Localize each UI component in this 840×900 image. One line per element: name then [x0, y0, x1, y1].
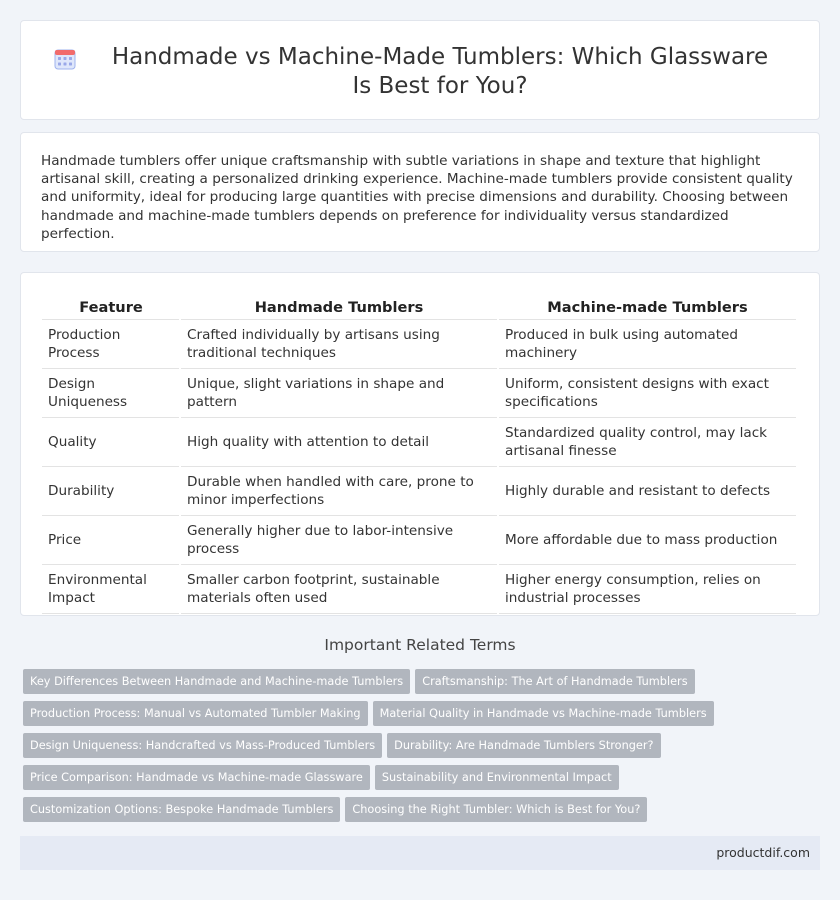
comparison-table	[42, 296, 798, 614]
footer	[20, 836, 820, 870]
table-row	[42, 320, 797, 369]
table-row	[42, 369, 797, 418]
column-header: Machine-made Tumblers	[498, 296, 797, 320]
table-cell: Durable when handled with care, prone to minor imperfections	[180, 467, 498, 516]
related-term-link[interactable]: Sustainability and Environmental Impact	[375, 765, 619, 790]
related-term-link[interactable]: Material Quality in Handmade vs Machine-made Tumblers	[373, 701, 714, 726]
site-name[interactable]: productdif.com	[716, 845, 810, 860]
table-cell: Standardized quality control, may lack artisanal finesse	[498, 418, 797, 467]
intro-paragraph: Handmade tumblers offer unique craftsmanship with subtle variations in shape and texture that highlight artisanal skill, creating a personalized drinking experience. Machine-made tumblers provide consistent quality and uniformity, ideal for producing large quantities with precise dimensions and durability. Choosing between handmade and machine-made tumblers depends on preference for individuality versus standardized perfection.	[41, 153, 793, 242]
table-cell: Smaller carbon footprint, sustainable materials often used	[180, 565, 498, 614]
table-cell: Produced in bulk using automated machinery	[498, 320, 797, 369]
column-header: Handmade Tumblers	[180, 296, 498, 320]
related-term-link[interactable]: Choosing the Right Tumbler: Which is Best for You?	[345, 797, 647, 822]
tag-row	[23, 669, 823, 701]
table-cell: Uniform, consistent designs with exact specifications	[498, 369, 797, 418]
table-cell: Design Uniqueness	[42, 369, 180, 418]
table-row	[42, 565, 797, 614]
related-term-link[interactable]: Price Comparison: Handmade vs Machine-made Glassware	[23, 765, 370, 790]
tag-row	[23, 701, 823, 733]
column-header: Feature	[42, 296, 180, 320]
table-cell: Higher energy consumption, relies on industrial processes	[498, 565, 797, 614]
tag-row	[23, 797, 823, 829]
table-cell: More affordable due to mass production	[498, 516, 797, 565]
table-cell: Quality	[42, 418, 180, 467]
tag-row	[23, 733, 823, 765]
tag-row	[23, 765, 823, 797]
table-cell: Highly durable and resistant to defects	[498, 467, 797, 516]
table-cell: Durability	[42, 467, 180, 516]
table-row	[42, 516, 797, 565]
intro-card	[20, 132, 820, 252]
table-row	[42, 418, 797, 467]
table-cell: Unique, slight variations in shape and pattern	[180, 369, 498, 418]
related-term-link[interactable]: Craftsmanship: The Art of Handmade Tumblers	[415, 669, 694, 694]
related-terms-heading: Important Related Terms	[324, 636, 516, 654]
table-header-row	[42, 296, 797, 320]
table-cell: Crafted individually by artisans using traditional techniques	[180, 320, 498, 369]
related-term-link[interactable]: Design Uniqueness: Handcrafted vs Mass-Produced Tumblers	[23, 733, 382, 758]
related-term-link[interactable]: Production Process: Manual vs Automated Tumbler Making	[23, 701, 368, 726]
table-cell: High quality with attention to detail	[180, 418, 498, 467]
related-terms-list	[23, 669, 823, 829]
table-cell: Production Process	[42, 320, 180, 369]
related-term-link[interactable]: Durability: Are Handmade Tumblers Stronger?	[387, 733, 660, 758]
related-term-link[interactable]: Customization Options: Bespoke Handmade Tumblers	[23, 797, 340, 822]
page-title: Handmade vs Machine-Made Tumblers: Which Glassware Is Best for You?	[111, 44, 769, 99]
header-card	[20, 20, 820, 120]
table-cell: Generally higher due to labor-intensive process	[180, 516, 498, 565]
related-term-link[interactable]: Key Differences Between Handmade and Machine-made Tumblers	[23, 669, 410, 694]
table-cell: Price	[42, 516, 180, 565]
comparison-card	[20, 272, 820, 616]
table-cell: Environmental Impact	[42, 565, 180, 614]
table-row	[42, 467, 797, 516]
